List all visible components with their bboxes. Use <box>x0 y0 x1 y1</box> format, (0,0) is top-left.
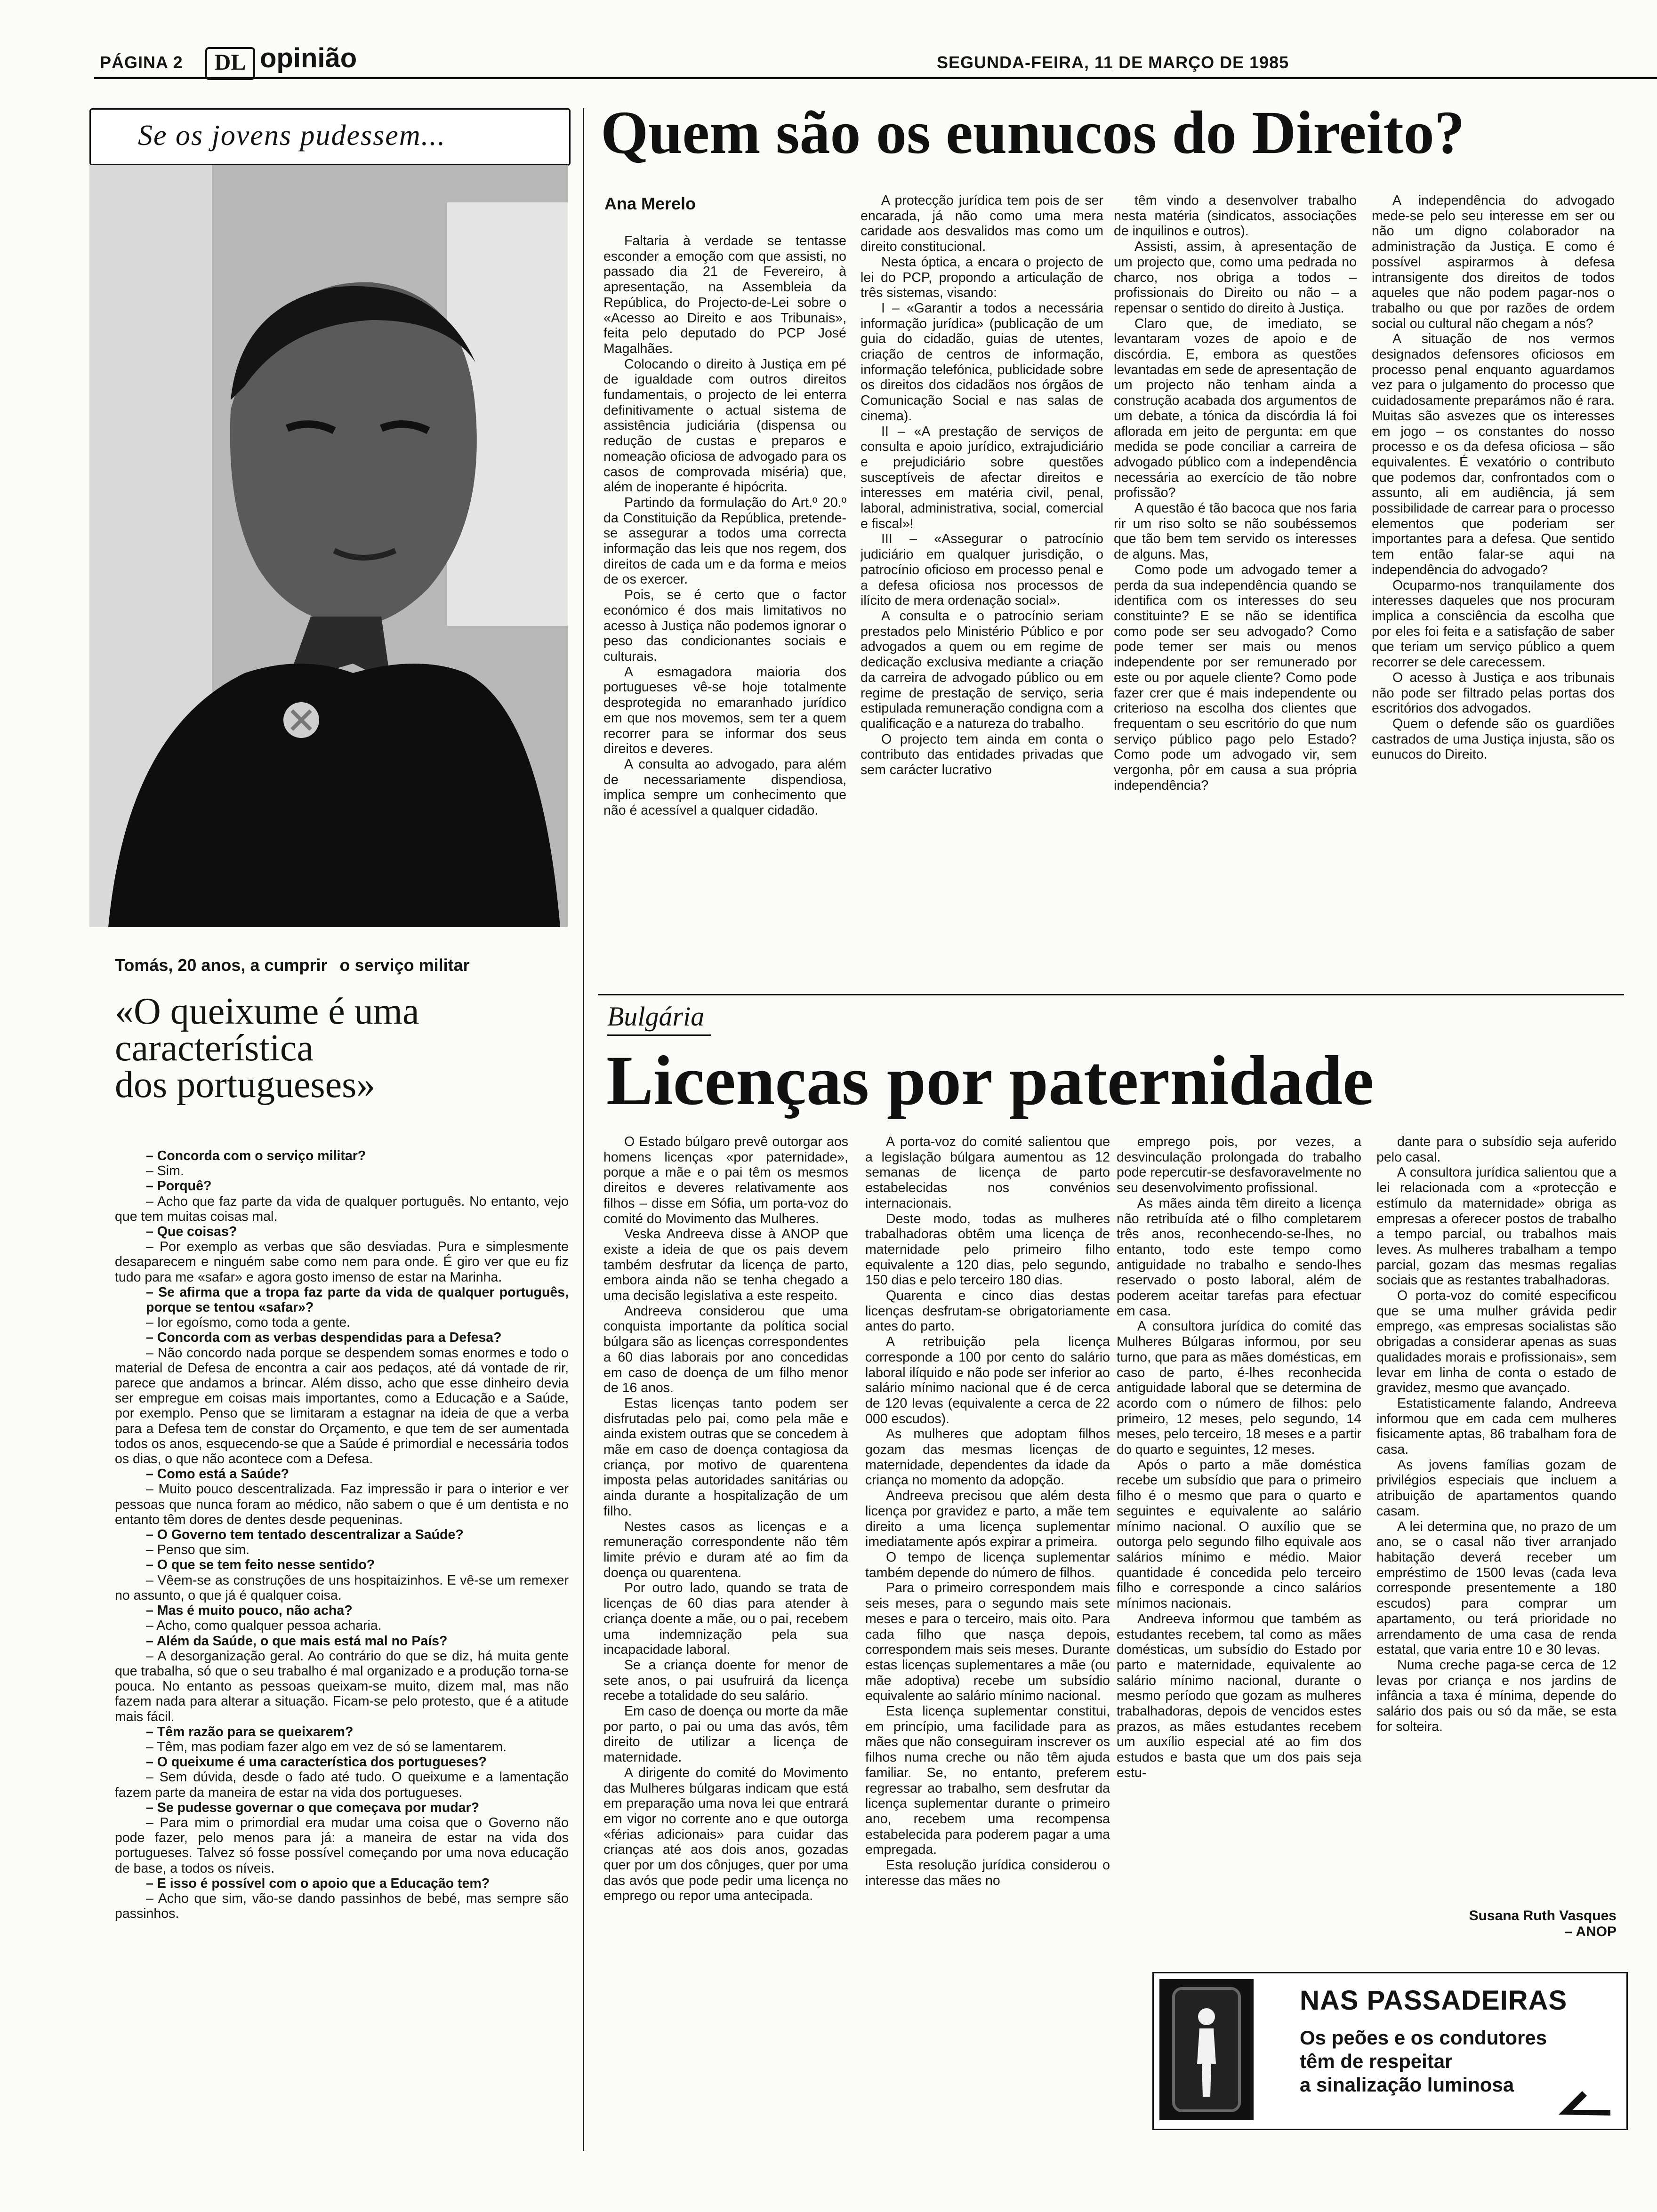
interview-headline-line: característica <box>115 1027 314 1069</box>
paragraph: A porta-voz do comité salientou que a legislação búlgara aumentou as 12 semanas de licença de parto estabelecidas nos convénios internacionais. <box>865 1134 1110 1211</box>
interview-answer: – Acho, como qualquer pessoa acharia. <box>146 1618 382 1634</box>
ad-emblem-icon <box>1554 2086 1615 2120</box>
paragraph: Andreeva informou que também as estudantes recebem, tal como as mães domésticas, um subsídio do Estado por parto e maternidade, equivalente ao salário mínimo nacional, durante o mesmo período que gozam as mulheres trabalhadoras, depois de vencidos estes prazos, as mães estudantes recebem um auxílio especial até ao fim dos estudos e basta que um dos pais seja estu- <box>1117 1611 1361 1780</box>
article2-column-3 <box>1117 1134 1361 2047</box>
paragraph: Como pode um advogado temer a perda da sua independência quando se identifica com os interesses do seu constituinte? E se não se identifica como pode ser seu advogado? Como pode temer ser mais ou menos independente por ser remunerado por este ou por aquele cliente? Como pode fazer crer que é mais independente ou criterioso na escolha dos clientes que frequentam o seu escritório do que num serviço público pago pelo Estado? Como pode um advogado vir, sem vergonha, pôr em causa a sua própria independência? <box>1114 562 1357 793</box>
article1-column-2 <box>861 193 1103 984</box>
interview-question: – Porquê? <box>146 1178 212 1194</box>
issue-date: SEGUNDA-FEIRA, 11 DE MARÇO DE 1985 <box>937 53 1289 72</box>
paragraph: O Estado búlgaro prevê outorgar aos homens licenças «por paternidade», porque a mãe e o pai têm os mesmos direitos e deveres relativamente aos filhos – disse em Sófia, um porta-voz do comité do Movimento das Mulheres. <box>603 1134 848 1226</box>
paragraph: A lei determina que, no prazo de um ano, se o casal não tiver arranjado habitação deverá receber um empréstimo de 1500 levas (cada leva corresponde presentemente a 180 escudos) para comprar um apartamento, ou terá prioridade no arrendamento de uma casa de renda estatal, que varia entre 10 e 30 levas. <box>1376 1519 1617 1658</box>
interview-headline-line: dos portugueses» <box>115 1064 376 1106</box>
column-divider <box>583 108 584 2151</box>
paragraph: Veska Andreeva disse à ANOP que existe a ideia de que os pais devem também desfrutar da licença de parto, embora ainda não se tenha chegado a uma decisão legislativa a este respeito. <box>603 1226 848 1304</box>
paragraph: Faltaria à verdade se tentasse esconder a emoção com que assisti, no passado dia 21 de Fevereiro, à apresentação, na Assembleia da República, do Projecto-de-Lei sobre o «Acesso ao Direito e aos Tribunais», feita pelo deputado do PCP José Magalhães. <box>603 233 846 356</box>
paragraph: Colocando o direito à Justiça em pé de igualdade com outros direitos fundamentais, o projecto de lei enterra definitivamente o actual sistema de assistência judiciária (dispensa ou redução de custas e preparos e nomeação oficiosa de advogado para os casos de comprovada miséria) que, além de inoperante é hipócrita. <box>603 356 846 495</box>
article2-column-1 <box>603 1134 848 2141</box>
ad-title: NAS PASSADEIRAS <box>1300 1985 1568 2016</box>
photo-caption <box>115 955 470 975</box>
paragraph: A consulta e o patrocínio seriam prestados pelo Ministério Público e por advogados a quem ou em regime de dedicação exclusiva mediante a criação da carreira de advogado público ou em regime de prestação de serviço, seria estipulada remuneração condigna com a qualificação e a natureza do trabalho. <box>861 608 1103 731</box>
paragraph: Andreeva considerou que uma conquista importante da política social búlgara são as licenças correspondentes a 60 dias laborais por ano concedidas em caso de doença de um filho menor de 16 anos. <box>603 1303 848 1396</box>
interview-question: – E isso é possível com o apoio que a Educação tem? <box>146 1875 490 1891</box>
article-separator <box>598 994 1624 995</box>
road-safety-ad <box>1152 1972 1628 2130</box>
article2-column-2 <box>865 1134 1110 2141</box>
article1-headline: Quem são os eunucos do Direito? <box>601 99 1465 167</box>
article1-column-1 <box>603 233 846 982</box>
paragraph: Partindo da formulação do Art.º 20.º da Constituição da República, pretende-se assegurar a todos uma correcta informação das leis que nos regem, dos direitos de cada um e da forma e meios de os exercer. <box>603 495 846 587</box>
interview-question: – O Governo tem tentado descentralizar a Saúde? <box>146 1527 464 1543</box>
paragraph: Numa creche paga-se cerca de 12 levas por criança e nos jardins de infância a taxa é mínima, depende do salário dos pais ou só da mãe, se esta for solteira. <box>1376 1657 1617 1734</box>
paragraph: II – «A prestação de serviços de consulta e apoio jurídico, extrajudiciário e prejudiciário sobre questões susceptíveis de afectar direitos e interesses em matéria civil, penal, laboral, administrativa, social, comercial e fiscal»! <box>861 424 1103 531</box>
interview-answer: – Vêem-se as construções de uns hospitaizinhos. E vê-se um remexer no assunto, o que já é qualquer coisa. <box>115 1572 569 1603</box>
interview-headline-line: «O queixume é uma <box>115 991 419 1032</box>
paragraph: Assisti, assim, à apresentação de um projecto que, como uma pedrada no charco, nos obriga a todos – profissionais do Direito ou não – a repensar o sentido do direito à Justiça. <box>1114 239 1357 316</box>
article2-column-4 <box>1376 1134 1617 1911</box>
interview-answer: – Sem dúvida, desde o fado até tudo. O queixume e a lamentação fazem parte da maneira de estar na vida dos portugueses. <box>115 1770 569 1800</box>
kicker-underline <box>607 1034 711 1036</box>
paragraph: Estas licenças tanto podem ser disfrutadas pelo pai, como pela mãe e ainda existem outras que se concedem à mãe em caso de doença contagiosa da criança, por motivo de quarentena imposta pelas autoridades sanitárias ou ainda durante a hospitalização de um filho. <box>603 1395 848 1519</box>
interview-question: – Se pudesse governar o que começava por mudar? <box>146 1800 479 1815</box>
pedestrian-icon <box>1159 1979 1254 2120</box>
paragraph: Claro que, de imediato, se levantaram vozes de apoio e de discórdia. E, embora as questões levantadas em sede de apresentação de um projecto não tenham ainda a construção acabada dos argumentos de um debate, a tónica da discórdia lá foi aflorada em jeito de pergunta: em que medida se pode conciliar a carreira de advogado público com a independência necessária ao exercício de tão nobre profissão? <box>1114 316 1357 501</box>
interview-headline <box>115 991 567 1106</box>
paragraph: A dirigente do comité do Movimento das Mulheres búlgaras indicam que está em preparação uma nova lei que entrará em vigor no corrente ano e que outorga «férias adicionais» para cuidar das crianças até aos dois anos, gozadas quer por um dos cônjuges, quer por uma das avós que pode pedir uma licença no emprego ou repor uma antecipada. <box>603 1765 848 1904</box>
paragraph: Para o primeiro correspondem mais seis meses, para o segundo mais sete meses e para o terceiro, mais oito. Para cada filho que nasça depois, correspondem mais seis meses. Durante estas licenças suplementares a mãe (ou mãe adoptiva) recebe um subsídio equivalente ao salário mínimo nacional. <box>865 1580 1110 1704</box>
paragraph: Andreeva precisou que além desta licença por gravidez e parto, a mãe tem direito a uma licença suplementar imediatamente após expirar a primeira. <box>865 1488 1110 1550</box>
paragraph: Estatisticamente falando, Andreeva informou que em cada cem mulheres fisicamente aptas, 86 trabalham fora de casa. <box>1376 1395 1617 1458</box>
paragraph: Nesta óptica, a encara o projecto de lei do PCP, propondo a articulação de três sistemas, visando: <box>861 254 1103 301</box>
interview-question: – Concorda com o serviço militar? <box>146 1148 366 1163</box>
interview-answer: – Para mim o primordial era mudar uma coisa que o Governo não pode fazer, pelo menos para já: a maneira de estar na vida dos portugueses. Talvez só fosse possível começando por uma nova educação de base, a todos os níveis. <box>115 1815 569 1876</box>
paragraph: dante para o subsídio seja auferido pelo casal. <box>1376 1134 1617 1165</box>
page-number: PÁGINA 2 <box>100 53 183 72</box>
paragraph: Quem o defende são os guardiões castrados de uma Justiça injusta, são os eunucos do Direito. <box>1372 716 1615 762</box>
interview-answer: – Sim. <box>146 1163 184 1179</box>
paragraph: Deste modo, todas as mulheres trabalhadoras obtêm uma licença de maternidade pelo primeiro filho equivalente a 120 dias, pelo segundo, 150 dias e pelo terceiro 180 dias. <box>865 1211 1110 1288</box>
paragraph: A consultora jurídica do comité das Mulheres Búlgaras informou, por seu turno, que para as mães domésticas, em caso de parto, é-lhes reconhecida antiguidade laboral que se determina de acordo com o número de filhos: pelo primeiro, 12 meses, pelo segundo, 14 meses, pelo terceiro, 18 meses e a partir do quarto e seguintes, 12 meses. <box>1117 1319 1361 1458</box>
sidebar-banner <box>89 108 571 166</box>
paragraph: I – «Garantir a todos a necessária informação jurídica» (publicação de um guia do cidadão, guias de utentes, criação de centros de informação, informação telefónica, publicidade sobre os direitos dos cidadãos nos órgãos de Comunicação Social e nas salas de cinema). <box>861 300 1103 424</box>
portrait-photo <box>89 165 568 927</box>
header-rule <box>94 77 1657 79</box>
paragraph: A consultora jurídica salientou que a lei relacionada com a «protecção e estímulo da maternidade» obriga as empresas a oferecer postos de trabalho a tempo parcial, ou trabalhos mais leves. As mulheres trabalham a tempo parcial, gozam das mesmas regalias sociais que as restantes trabalhadoras. <box>1376 1165 1617 1288</box>
paragraph: emprego pois, por vezes, a desvinculação prolongada do trabalho pode repercutir-se desfavoravelmente no seu desenvolvimento profissional. <box>1117 1134 1361 1196</box>
paragraph: Esta resolução jurídica considerou o interesse das mães no <box>865 1858 1110 1888</box>
ad-line: a sinalização luminosa <box>1300 2074 1514 2096</box>
interview-answer: – Muito pouco descentralizada. Faz impressão ir para o interior e ver pessoas que nunca foram ao médico, não sabem o que é um dentista e no entanto têm dores de dentes desde pequeninas. <box>115 1482 569 1527</box>
paragraph: A protecção jurídica tem pois de ser encarada, já não como uma mera caridade aos desvalidos mas como um direito constitucional. <box>861 193 1103 255</box>
prevention-emblem-icon <box>1554 2086 1615 2120</box>
paragraph: Quarenta e cinco dias destas licenças desfrutam-se obrigatoriamente antes do parto. <box>865 1288 1110 1334</box>
interview-question: – Se afirma que a tropa faz parte da vida de qualquer português, porque se tentou «safar»? <box>146 1284 569 1315</box>
interview-answer: – A desorganização geral. Ao contrário do que se diz, há muita gente que trabalha, só que o seu trabalho é mal organizado e a produção torna-se pouca. No entanto as pessoas queixam-se muito, dizem mal, mas não fazem nada para alterar a situação. Ficam-se pelo protesto, que é a atitude mais fácil. <box>115 1648 569 1724</box>
paragraph: A consulta ao advogado, para além de necessariamente dispendiosa, implica sempre um conhecimento que não é acessível a qualquer cidadão. <box>603 756 846 818</box>
interview-answer: – Não concordo nada porque se despendem somas enormes e todo o material de Defesa de encontra a cair aos pedaços, até dá vontade de rir, parece que andamos a brincar. Além disso, acho que esse dinheiro devia ser empregue em coisas mais importantes, como a Educação e a Saúde, por exemplo. Penso que se limitaram a estagnar na ideia de que a verba para a Defesa tem de constar do Orçamento, e que tem de ser aumentada todos os anos, esquecendo-se que a Saúde é primordial e necessária todos os dias, o que não acontece com a Defesa. <box>115 1345 569 1467</box>
paragraph: A situação de nos vermos designados defensores oficiosos em processo penal enquanto aguardamos vez para o julgamento do processo que cuidadosamente preparámos não é rara. Muitas são asvezes que os interesses em jogo – os constantes do nosso processo e os da defesa oficiosa – são equivalentes. É vexatório o contributo que podemos dar, confrontados com o assunto, ali em audiência, já sem possibilidade de carrear para o processo elementos que poderiam ser importantes para a defesa. Que sentido tem então falar-se aqui na independência do advogado? <box>1372 331 1615 577</box>
section-name: opinião <box>260 43 357 73</box>
paragraph: O tempo de licença suplementar também depende do número de filhos. <box>865 1549 1110 1580</box>
paragraph: Ocuparmo-nos tranquilamente dos interesses daqueles que nos procuram implica a consciência da escolha que por eles foi feita e a satisfação de saber que teriam um serviço público a quem recorrer se dele carecessem. <box>1372 577 1615 670</box>
ad-body <box>1300 2026 1547 2097</box>
portrait-image <box>89 165 568 927</box>
article1-column-3 <box>1114 193 1357 984</box>
interview-question: – Mas é muito pouco, não acha? <box>146 1603 353 1619</box>
article2-headline: Licenças por paternidade <box>606 1042 1374 1120</box>
pedestrian-light-icon <box>1159 1979 1254 2120</box>
ad-line: Os peões e os condutores <box>1300 2027 1547 2049</box>
paragraph: A independência do advogado mede-se pelo seu interesse em ser ou não um digno colaborador na administração da Justiça. E como é possível aspirarmos à defesa intransigente dos direitos de todos aqueles que não podem pagar-nos o trabalho ou que por razões de ordem social ou cultural não chegam a nós? <box>1372 193 1615 331</box>
paragraph: O acesso à Justiça e aos tribunais não pode ser filtrado pelas portas dos escritórios dos advogados. <box>1372 670 1615 716</box>
paragraph: A esmagadora maioria dos portugueses vê-se hoje totalmente desprotegida no emaranhado jurídico em que nos movemos, sem ter a quem recorrer para se informar dos seus direitos e deveres. <box>603 664 846 757</box>
paragraph: As jovens famílias gozam de privilégios especiais que incluem a atribuição de apartamentos quando casam. <box>1376 1457 1617 1519</box>
paragraph: Após o parto a mãe doméstica recebe um subsídio que para o primeiro filho é o mesmo que para o quarto e seguintes e equivalente ao salário mínimo nacional. O auxílio que se outorga pelo segundo filho equivale aos salários mínimo e médio. Maior quantidade é concedida pelo terceiro filho e corresponde a cinco salários mínimos nacionais. <box>1117 1457 1361 1611</box>
paragraph: Pois, se é certo que o factor económico é dos mais limitativos no acesso à Justiça não podemos ignorar o peso das condicionantes sociais e culturais. <box>603 587 846 664</box>
ad-line: têm de respeitar <box>1300 2050 1453 2072</box>
interview-question: – Concorda com as verbas despendidas para a Defesa? <box>146 1330 502 1346</box>
paragraph: têm vindo a desenvolver trabalho nesta matéria (sindicatos, associações de inquilinos e outros). <box>1114 193 1357 239</box>
article1-byline: Ana Merelo <box>604 194 696 213</box>
signature-agency: – ANOP <box>1564 1924 1617 1940</box>
photo-caption-service: o serviço militar <box>339 955 470 975</box>
paragraph: Nestes casos as licenças e a remuneração correspondente não têm limite prévio e duram até ao fim da doença ou quarentena. <box>603 1519 848 1580</box>
paragraph: O projecto tem ainda em conta o contributo das entidades privadas que sem carácter lucrativo <box>861 731 1103 778</box>
interview-question: – Como está a Saúde? <box>146 1467 290 1482</box>
paragraph: As mães ainda têm direito a licença não retribuída até o filho completarem três anos, reconhecendo-se-lhes, no entanto, todo este tempo como antiguidade no trabalho e sendo-lhes reservado o posto laboral, além de poderem aceitar tarefas para efectuar em casa. <box>1117 1195 1361 1319</box>
interview-question: – Que coisas? <box>146 1224 237 1240</box>
paragraph: O porta-voz do comité especificou que se uma mulher grávida pedir emprego, «as empresas socialistas são obrigadas a considerar apenas as suas qualidades morais e profissionais», sem levar em linha de conta o estado de gravidez, mesmo que avançado. <box>1376 1288 1617 1396</box>
newspaper-logo: DL <box>205 47 255 80</box>
interview-body <box>115 1148 569 2108</box>
paragraph: III – «Assegurar o patrocínio judiciário em qualquer jurisdição, o patrocínio oficioso em processo penal e a defesa oficiosa nos processos de ilícito de mera ordenação social». <box>861 531 1103 609</box>
interview-question: – O queixume é uma característica dos portugueses? <box>146 1755 487 1770</box>
article2-signature <box>1376 1908 1617 1940</box>
sidebar-banner-text: Se os jovens pudessem... <box>138 120 446 152</box>
interview-answer: – Acho que sim, vão-se dando passinhos de bebé, mas sempre são passinhos. <box>115 1891 569 1922</box>
paragraph: A questão é tão bacoca que nos faria rir um riso solto se não soubéssemos que tão bem tem servido os interesses de alguns. Mas, <box>1114 501 1357 562</box>
interview-answer: – Penso que sim. <box>146 1542 250 1558</box>
photo-caption-name: Tomás, 20 anos, a cumprir <box>115 955 328 975</box>
paragraph: A retribuição pela licença corresponde a 100 por cento do salário laboral ilíquido e não pode ser inferior ao salário mínimo nacional que é de cerca de 120 levas (equivalente a cerca de 22 000 escudos). <box>865 1334 1110 1427</box>
interview-answer: – Por exemplo as verbas que são desviadas. Pura e simplesmente desaparecem e ninguém sabe como nem para onde. É giro ver que eu fiz tudo para me «safar» e agora gosto imenso de estar na Marinha. <box>115 1239 569 1285</box>
interview-answer: – Têm, mas podiam fazer algo em vez de só se lamentarem. <box>146 1739 507 1755</box>
paragraph: As mulheres que adoptam filhos gozam das mesmas licenças de maternidade, dependentes da idade da criança no momento da adopção. <box>865 1427 1110 1488</box>
paragraph: Se a criança doente for menor de sete anos, o pai usufruirá da licença recebe a totalidade do seu salário. <box>603 1657 848 1704</box>
signature-name: Susana Ruth Vasques <box>1469 1908 1617 1923</box>
article2-kicker: Bulgária <box>607 1001 705 1032</box>
paragraph: Esta licença suplementar constitui, em princípio, uma facilidade para as mães que não conseguiram inscrever os filhos numa creche ou não têm ajuda familiar. Se, no entanto, preferem regressar ao trabalho, sem desfrutar da licença suplementar durante o primeiro ano, recebem uma recompensa estabelecida para poderem pagar a uma empregada. <box>865 1704 1110 1858</box>
interview-question: – Além da Saúde, o que mais está mal no País? <box>146 1633 448 1649</box>
interview-question: – Têm razão para se queixarem? <box>146 1724 354 1739</box>
interview-answer: – Acho que faz parte da vida de qualquer português. No entanto, vejo que tem muitas coisas mal. <box>115 1194 569 1224</box>
paragraph: Em caso de doença ou morte da mãe por parto, o pai ou uma das avós, têm direito de utilizar a licença de maternidade. <box>603 1704 848 1765</box>
interview-question: – O que se tem feito nesse sentido? <box>146 1557 375 1573</box>
interview-answer: – Ior egoísmo, como toda a gente. <box>146 1315 351 1330</box>
article1-column-4 <box>1372 193 1615 984</box>
paragraph: Por outro lado, quando se trata de licenças de 60 dias para atender à criança doente a mãe, ou o pai, recebem uma indemnização pela sua incapacidade laboral. <box>603 1580 848 1658</box>
